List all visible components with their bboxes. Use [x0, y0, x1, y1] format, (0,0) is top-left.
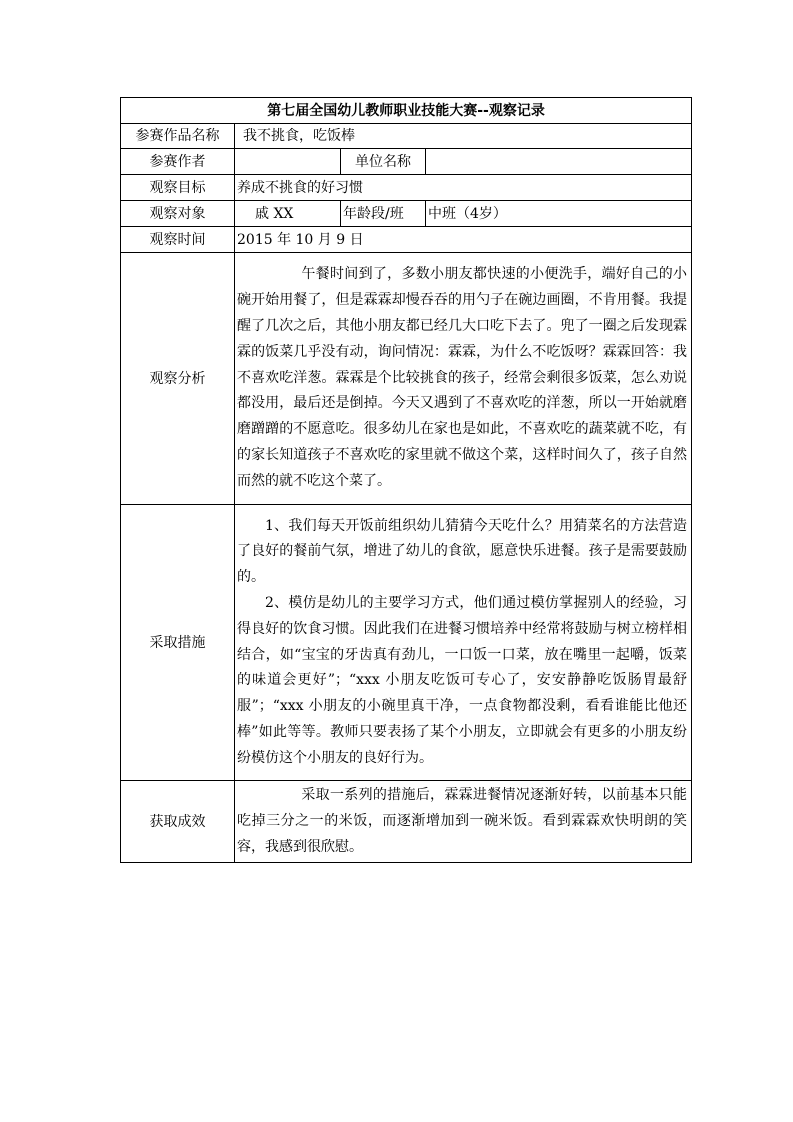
- observation-record-table: [120, 97, 692, 863]
- analysis-label: 观察分析: [121, 253, 235, 505]
- unit-name-value: [426, 149, 692, 175]
- goal-value: 养成不挑食的好习惯: [235, 175, 692, 201]
- measures-label: 采取措施: [121, 505, 235, 781]
- results-text-block: [237, 781, 689, 862]
- analysis-text-block: [237, 260, 689, 496]
- author-label: 参赛作者: [121, 149, 235, 175]
- work-name-label: 参赛作品名称: [121, 124, 235, 149]
- subject-value: 戚 XX: [235, 201, 341, 227]
- goal-label: 观察目标: [121, 175, 235, 201]
- results-paragraph: 采取一系列的措施后，霖霖进餐情况逐渐好转，以前基本只能吃掉三分之一的米饭，而逐渐增加到一碗米饭。看到霖霖欢快明朗的笑容，我感到很欣慰。: [237, 787, 688, 855]
- unit-name-label: 单位名称: [341, 149, 426, 175]
- age-class-value: 中班（4岁）: [426, 201, 692, 227]
- measures-paragraph-1: 1、我们每天开饭前组织幼儿猜猜今天吃什么？用猜菜名的方法营造了良好的餐前气氛，增进了幼儿的食欲，愿意快乐进餐。孩子是需要鼓励的。: [237, 517, 688, 586]
- subject-label: 观察对象: [121, 201, 235, 227]
- results-label: 获取成效: [121, 781, 235, 863]
- document-title: 第七届全国幼儿教师职业技能大赛--观察记录: [121, 98, 692, 124]
- time-value: 2015 年 10 月 9 日: [235, 227, 692, 253]
- work-name-value: 我不挑食，吃饭棒: [235, 124, 692, 149]
- measures-paragraph-2: 2、模仿是幼儿的主要学习方式，他们通过模仿掌握别人的经验，习得良好的饮食习惯。因此我们在进餐习惯培养中经常将鼓励与树立榜样相结合，如“宝宝的牙齿真有劲儿，一口饭一口菜，放在嘴里一起嚼，饭菜的味道会更好”；“xxx 小朋友吃饭可专心了，安安静静吃饭肠胃最舒服”；“xxx 小朋友的小碗里真干净，一点食物都没剩，看看谁能比他还棒”如此等等。教师只要表扬了某个小朋友，立即就会有更多的小朋友纷纷模仿这个小朋友的良好行为。: [237, 594, 688, 766]
- time-label: 观察时间: [121, 227, 235, 253]
- author-value: [235, 149, 341, 175]
- measures-text-block: [237, 512, 689, 774]
- age-class-label: 年龄段/班: [341, 201, 426, 227]
- analysis-paragraph: 午餐时间到了，多数小朋友都快速的小便洗手，端好自己的小碗开始用餐了，但是霖霖却慢吞吞的用勺子在碗边画圈，不肯用餐。我提醒了几次之后，其他小朋友都已经几大口吃下去了。兜了一圈之后发现霖霖的饭菜几乎没有动，询问情况：霖霖，为什么不吃饭呀？霖霖回答：我不喜欢吃洋葱。霖霖是个比较挑食的孩子，经常会剩很多饭菜，怎么劝说都没用，最后还是倒掉。今天又遇到了不喜欢吃的洋葱，所以一开始就磨磨蹭蹭的不愿意吃。很多幼儿在家也是如此，不喜欢吃的蔬菜就不吃，有的家长知道孩子不喜欢吃的家里就不做这个菜，这样时间久了，孩子自然而然的就不吃这个菜了。: [237, 266, 688, 489]
